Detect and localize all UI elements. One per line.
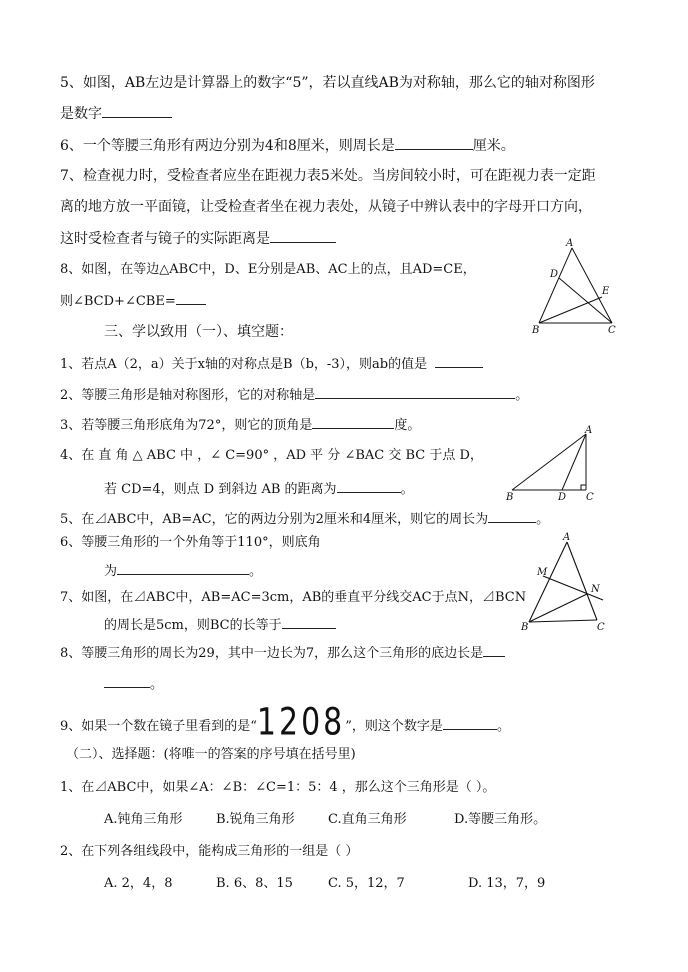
fill-3 (60, 414, 420, 436)
mc-2-option-a[interactable]: A. 2，4，8 (104, 876, 173, 891)
fill-4-tail: 。 (400, 482, 414, 497)
fig7-label-n: N (591, 584, 600, 595)
fill-8-answer-blank-a[interactable] (483, 642, 505, 657)
fill-4-answer-blank[interactable] (337, 478, 401, 493)
q5-line2 (60, 103, 172, 124)
fig8-label-a: A (566, 238, 574, 249)
fig7-label-b: B (521, 622, 529, 632)
fig8-label-c: C (608, 325, 616, 336)
fill-7-text: 的周长是5cm，则BC的长等于 (104, 618, 282, 633)
mc-1-option-d[interactable]: D.等腰三角形。 (454, 812, 547, 827)
mc-1-option-b[interactable]: B.锐角三角形 (216, 812, 295, 827)
fill-1 (60, 353, 483, 375)
mc-2-option-b[interactable]: B. 6、8、15 (216, 876, 293, 891)
fill-8-text: 8、等腰三角形的周长为29，其中一边长为7，那么这个三角形的底边长是 (60, 646, 484, 661)
q8-text: 则∠BCD+∠CBE= (60, 294, 176, 309)
q7-line2: 离的地方放一平面镜，让受检查者坐在视力表处，从镜子中辨认表中的字母开口方向， (60, 199, 592, 215)
fill-9-prefix: 9、如果一个数在镜子里看到的是“ (60, 719, 257, 734)
fill-6-line1: 6、等腰三角形的一个外角等于110°，则底角 (60, 535, 321, 550)
mc-2-option-c[interactable]: C. 5，12，7 (328, 876, 405, 891)
fig7-label-a: A (563, 532, 571, 543)
section-mc-title: （二）、选择题：(将唯一的答案的序号填在括号里) (66, 747, 356, 762)
fill-9-mid: ”，则这个数字是 (345, 719, 443, 734)
q7-line1: 7、检查视力时，受检查者应坐在距视力表5米处。当房间较小时，可在距视力表一定距 (60, 168, 596, 184)
fig4-label-c: C (586, 492, 594, 503)
isosceles-triangle-figure (515, 530, 611, 632)
fill-4-line2 (104, 478, 414, 500)
fill-7-line2 (104, 614, 336, 636)
q6-answer-blank[interactable] (395, 135, 473, 150)
section-3-title: 三、学以致用（一）、填空题： (104, 324, 293, 340)
fill-2-text: 2、等腰三角形是轴对称图形，它的对称轴是 (60, 388, 316, 403)
q5-prefix: 是数字 (60, 106, 102, 122)
mc-1-options (104, 810, 546, 830)
fill-9-tail: 。 (496, 719, 510, 734)
mc-1-option-c[interactable]: C.直角三角形 (328, 812, 407, 827)
fill-8-line2 (104, 673, 163, 695)
fill-7-answer-blank[interactable] (282, 614, 336, 629)
fig8-label-d: D (550, 269, 559, 280)
fill-7-line1: 7、如图，在⊿ABC中，AB=AC=3cm，AB的垂直平分线交AC于点N，⊿BCN (60, 590, 527, 605)
mc-2: 2、在下列各组线段中，能构成三角形的一组是（ ） (60, 844, 359, 859)
q8-line2 (60, 290, 206, 312)
q7-answer-blank[interactable] (270, 228, 336, 243)
fill-4-text: 若 CD=4，则点 D 到斜边 AB 的距离为 (104, 482, 337, 497)
fig4-label-d: D (558, 492, 567, 503)
fill-6-line2 (104, 560, 262, 582)
mc-2-option-d[interactable]: D. 13，7，9 (468, 876, 546, 891)
fill-3-text: 3、若等腰三角形底角为72°，则它的顶角是 (60, 418, 313, 433)
fill-3-answer-blank[interactable] (312, 414, 394, 429)
fill-5-tail: 。 (536, 512, 550, 527)
fill-6-tail: 。 (249, 564, 263, 579)
q5-answer-blank[interactable] (102, 103, 172, 118)
fill-5 (60, 508, 549, 530)
fill-5-text: 5、在⊿ABC中，AB=AC，它的两边分别为2厘米和4厘米，则它的周长为 (60, 512, 489, 527)
fig7-label-c: C (597, 622, 605, 632)
fill-2-answer-blank[interactable] (315, 384, 515, 399)
fill-8-line1 (60, 642, 505, 664)
q8-line1: 8、如图，在等边△ABC中，D、E分别是AB、AC上的点，且AD=CE， (60, 262, 476, 277)
mc-1: 1、在⊿ABC中，如果∠A：∠B：∠C=1：5：4 ，那么这个三角形是（ ）。 (60, 780, 496, 795)
right-triangle-figure (502, 424, 602, 504)
q6-text: 6、一个等腰三角形有两边分别为4和8厘米，则周长是 (60, 138, 395, 154)
fill-9-answer-blank[interactable] (443, 715, 497, 730)
mc-2-options (104, 874, 545, 894)
q5-line1: 5、如图，AB左边是计算器上的数字“5”，若以直线AB为对称轴，那么它的轴对称图形 (60, 75, 595, 91)
q8-answer-blank[interactable] (176, 290, 206, 305)
fig4-label-b: B (506, 492, 514, 503)
fig7-label-m: M (537, 567, 548, 578)
fill-4-line1: 4、在 直 角 △ ABC 中 ，∠ C=90° ，AD 平 分 ∠BAC 交 BC 于点 D， (60, 448, 483, 463)
fill-8-tail: 。 (150, 677, 164, 692)
fill-8-answer-blank-b[interactable] (104, 673, 150, 688)
fill-2-tail: 。 (515, 388, 529, 403)
fig8-label-e: E (602, 286, 610, 297)
fill-3-tail: 度。 (394, 418, 421, 433)
q6-tail: 厘米。 (472, 138, 515, 154)
fill-6-text: 为 (104, 564, 118, 579)
mirrored-digit-display: 1208 (256, 700, 346, 745)
fig4-label-a: A (585, 425, 593, 436)
equilateral-triangle-figure (528, 238, 618, 336)
mc-1-option-a[interactable]: A.钝角三角形 (104, 812, 183, 827)
q6-line (60, 135, 515, 156)
fig8-label-b: B (532, 325, 540, 336)
fill-1-text: 1、若点A（2，a）关于x轴的对称点是B（b，-3），则ab的值是 (60, 357, 428, 372)
fill-5-answer-blank[interactable] (488, 508, 536, 523)
fill-9 (60, 700, 510, 745)
fill-2 (60, 384, 528, 406)
fill-1-answer-blank[interactable] (435, 353, 483, 368)
fill-6-answer-blank[interactable] (117, 560, 249, 575)
q7-line3 (60, 228, 336, 249)
q7-text: 这时受检查者与镜子的实际距离是 (60, 231, 270, 247)
